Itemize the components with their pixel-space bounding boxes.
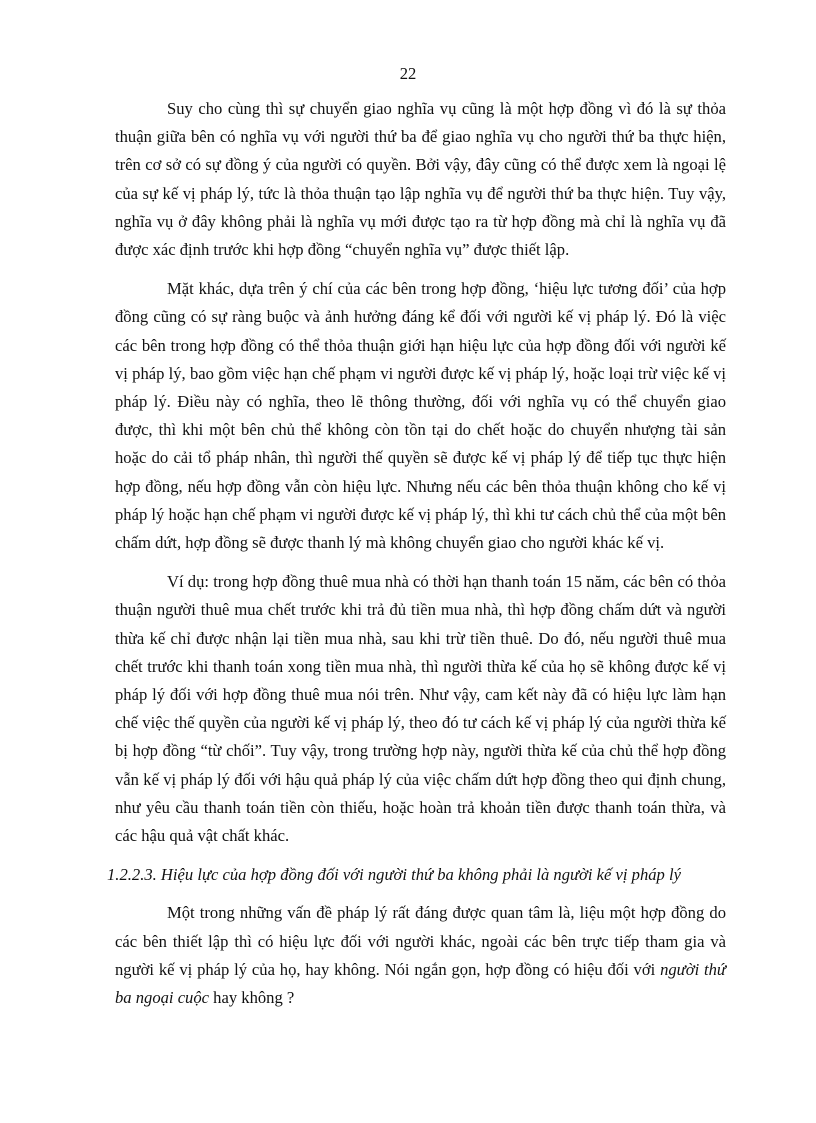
paragraph-relative-effect: Mặt khác, dựa trên ý chí của các bên trong hợp đồng, ‘hiệu lực tương đối’ của hợp đồng cũng có sự ràng buộc và ảnh hưởng đáng kể đối với người kế vị pháp lý. Đó là việc các bên trong hợp đồng có thể thỏa thuận giới hạn hiệu lực của hợp đồng đối với người kế vị pháp lý, bao gồm việc hạn chế phạm vi người được kế vị pháp lý, hoặc loại trừ việc kế vị pháp lý. Điều này có nghĩa, theo lẽ thông thường, đối với nghĩa vụ có thể chuyển giao được, thì khi một bên chủ thể không còn tồn tại do chết hoặc do chuyển nhượng tài sản hoặc do cải tổ pháp nhân, thì người thế quyền sẽ được kế vị pháp lý để tiếp tục thực hiện hợp đồng, nếu hợp đồng vẫn còn hiệu lực. Nhưng nếu các bên thỏa thuận không cho kế vị pháp lý hoặc hạn chế phạm vi người được kế vị pháp lý, thì khi tư cách chủ thể của một bên chấm dứt, hợp đồng sẽ được thanh lý mà không chuyển giao cho người khác kế vị. <box>115 279 726 553</box>
paragraph-obligation-transfer: Suy cho cùng thì sự chuyển giao nghĩa vụ cũng là một hợp đồng vì đó là sự thỏa thuận giữa bên có nghĩa vụ với người thứ ba để giao nghĩa vụ cho người thứ ba thực hiện, trên cơ sở có sự đồng ý của người có quyền. Bởi vậy, đây cũng có thể được xem là ngoại lệ của sự kế vị pháp lý, tức là thỏa thuận tạo lập nghĩa vụ để người thứ ba thực hiện. Tuy vậy, nghĩa vụ ở đây không phải là nghĩa vụ mới được tạo ra từ hợp đồng mà chỉ là nghĩa vụ đã được xác định trước khi hợp đồng “chuyển nghĩa vụ” được thiết lập. <box>115 99 726 260</box>
page-body <box>107 95 726 1023</box>
paragraph-third-party-text: Một trong những vấn đề pháp lý rất đáng được quan tâm là, liệu một hợp đồng do các bên thiết lập thì có hiệu lực đối với người khác, ngoài các bên trực tiếp tham gia và người kế vị pháp lý của họ, hay không. Nói ngắn gọn, hợp đồng có hiệu đối với <box>115 903 726 979</box>
paragraph-third-party <box>115 899 726 1012</box>
section-heading: 1.2.2.3. Hiệu lực của hợp đồng đối với người thứ ba không phải là người kế vị pháp lý <box>107 865 681 885</box>
third-party-term: người thứ ba ngoại cuộc <box>115 959 726 1008</box>
paragraph-example: Ví dụ: trong hợp đồng thuê mua nhà có thời hạn thanh toán 15 năm, các bên có thỏa thuận người thuê mua chết trước khi trả đủ tiền mua nhà, thì hợp đồng chấm dứt và người thừa kế chỉ được nhận lại tiền mua nhà, sau khi trừ tiền thuê. Do đó, nếu người thuê mua chết trước khi thanh toán xong tiền mua nhà, thì người thừa kế của họ sẽ không được kế vị pháp lý đối với hợp đồng thuê mua nói trên. Như vậy, cam kết này đã có hiệu lực làm hạn chế việc thế quyền của người kế vị pháp lý, theo đó tư cách kế vị pháp lý của người thừa kế bị hợp đồng “từ chối”. Tuy vậy, trong trường hợp này, người thừa kế của chủ thể hợp đồng vẫn kế vị pháp lý đối với hậu quả pháp lý của việc chấm dứt hợp đồng theo qui định chung, như yêu cầu thanh toán tiền còn thiếu, hoặc hoàn trả khoản tiền được thanh toán thừa, và các hậu quả vật chất khác. <box>115 572 726 846</box>
paragraph-third-party-ending: hay không ? <box>209 988 295 1008</box>
page-number: 22 <box>399 64 417 83</box>
